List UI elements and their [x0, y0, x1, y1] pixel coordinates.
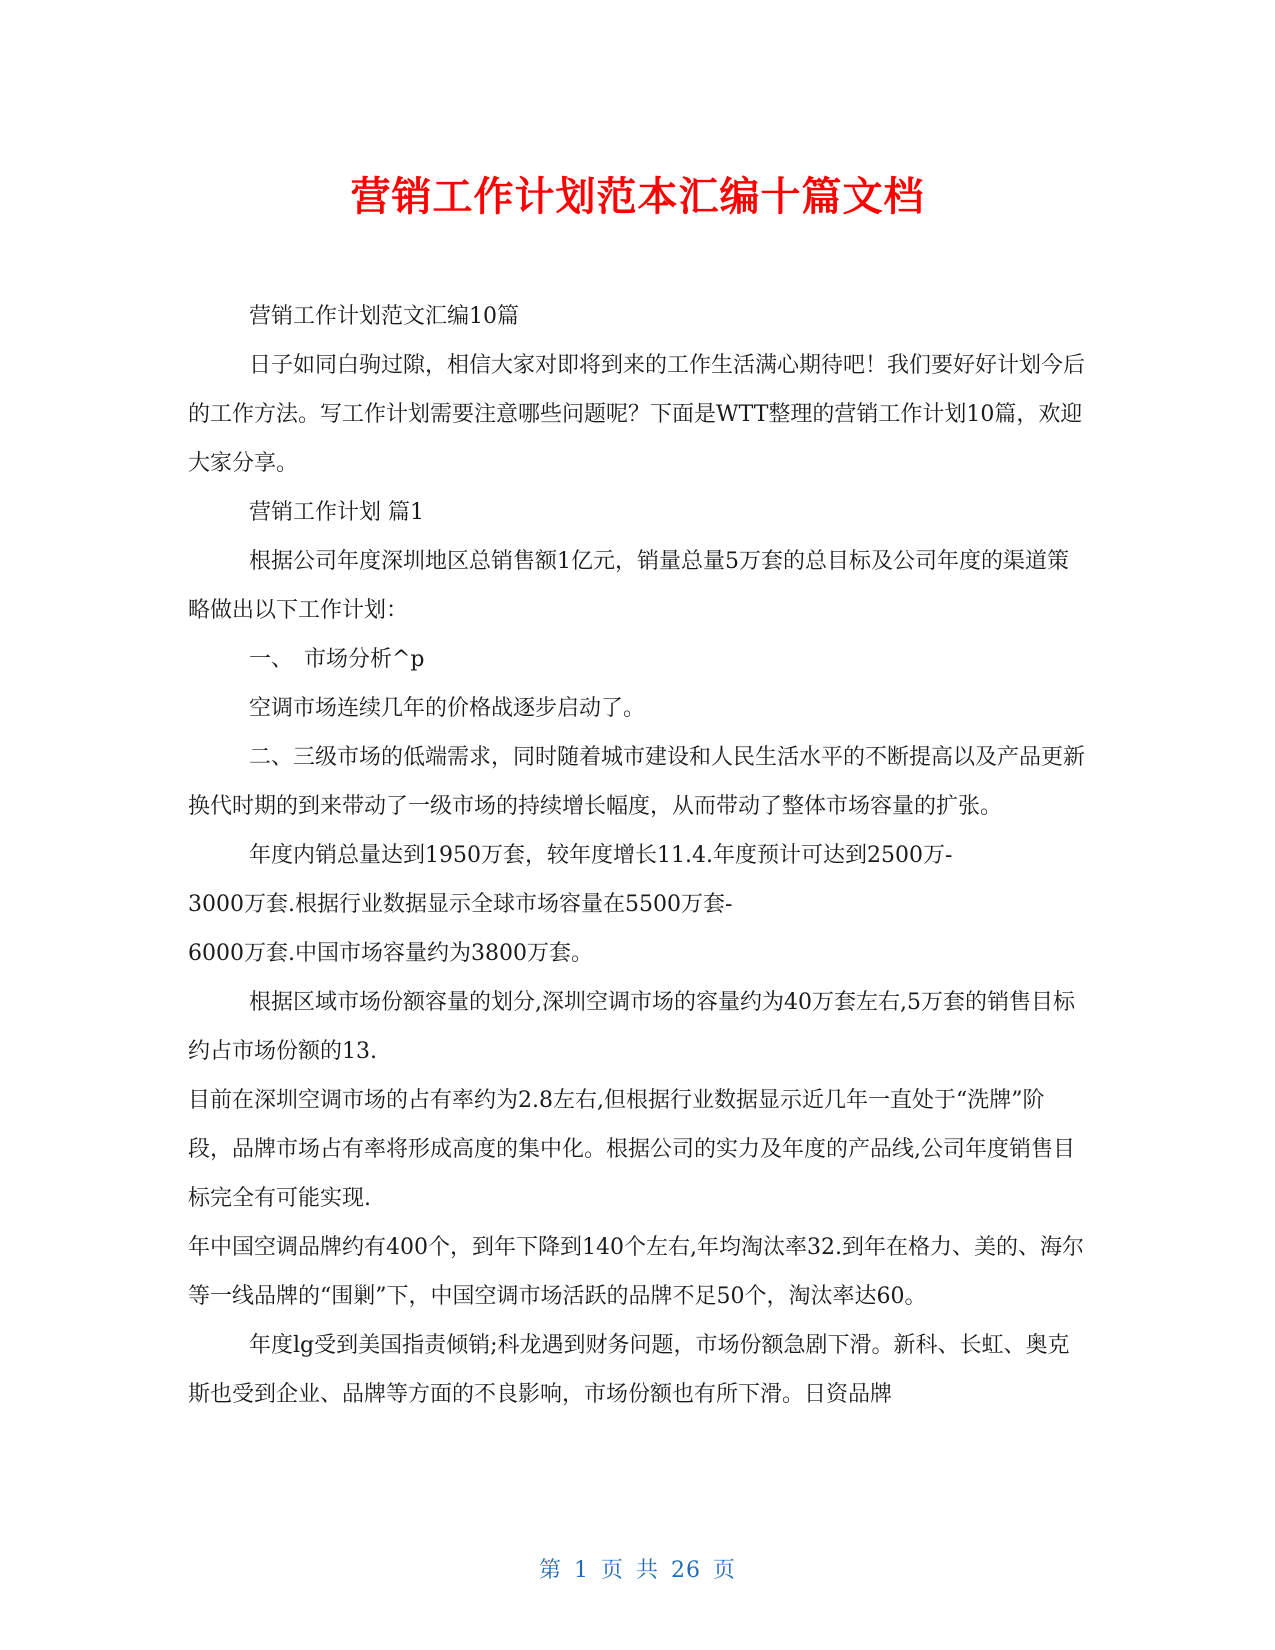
section-heading-market-analysis: 一、 市场分析^p [249, 647, 425, 672]
paragraph: 空调市场连续几年的价格战逐步启动了。 [249, 696, 646, 721]
paragraph: 年度lg受到美国指责倾销;科龙遇到财务问题，市场份额急剧下滑。新科、长虹、奥克斯也受到企业、品牌等方面的不良影响，市场份额也有所下滑。日资品牌 [188, 1333, 1070, 1407]
total-label-prefix: 共 [636, 1558, 660, 1583]
paragraph: 3000万套.根据行业数据显示全球市场容量在5500万套- [188, 892, 733, 917]
paragraph: 年中国空调品牌约有400个，到年下降到140个左右,年均淘汰率32.到年在格力、美的、海尔等一线品牌的“围剿”下，中国空调市场活跃的品牌不足50个，淘汰率达60。 [188, 1235, 1084, 1309]
paragraph: 目前在深圳空调市场的占有率约为2.8左右,但根据行业数据显示近几年一直处于“洗牌”阶段，品牌市场占有率将形成高度的集中化。根据公司的实力及年度的产品线,公司年度销售目标完全有可能实现. [188, 1088, 1075, 1211]
page-label-mid: 页 [600, 1558, 624, 1583]
paragraph: 年度内销总量达到1950万套，较年度增长11.4.年度预计可达到2500万- [249, 843, 953, 868]
total-label-suffix: 页 [713, 1558, 737, 1583]
document-title: 营销工作计划范本汇编十篇文档 [350, 174, 925, 220]
paragraph-intro: 日子如同白驹过隙，相信大家对即将到来的工作生活满心期待吧！我们要好好计划今后的工作方法。写工作计划需要注意哪些问题呢？下面是WTT整理的营销工作计划10篇，欢迎大家分享。 [188, 353, 1086, 476]
paragraph: 根据公司年度深圳地区总销售额1亿元，销量总量5万套的总目标及公司年度的渠道策略做出以下工作计划： [188, 549, 1069, 623]
paragraph: 二、三级市场的低端需求，同时随着城市建设和人民生活水平的不断提高以及产品更新换代时期的到来带动了一级市场的持续增长幅度，从而带动了整体市场容量的扩张。 [188, 745, 1086, 819]
total-page-count: 26 [671, 1558, 702, 1583]
document-body [188, 292, 1088, 1419]
section-heading-plan-1: 营销工作计划 篇1 [249, 500, 424, 525]
paragraph: 根据区域市场份额容量的划分,深圳空调市场的容量约为40万套左右,5万套的销售目标约占市场份额的13. [188, 990, 1075, 1064]
current-page-number: 1 [573, 1558, 589, 1583]
paragraph-subtitle: 营销工作计划范文汇编10篇 [249, 304, 519, 329]
page-footer [0, 1553, 1275, 1584]
paragraph: 6000万套.中国市场容量约为3800万套。 [188, 941, 593, 966]
page-label-prefix: 第 [538, 1558, 562, 1583]
